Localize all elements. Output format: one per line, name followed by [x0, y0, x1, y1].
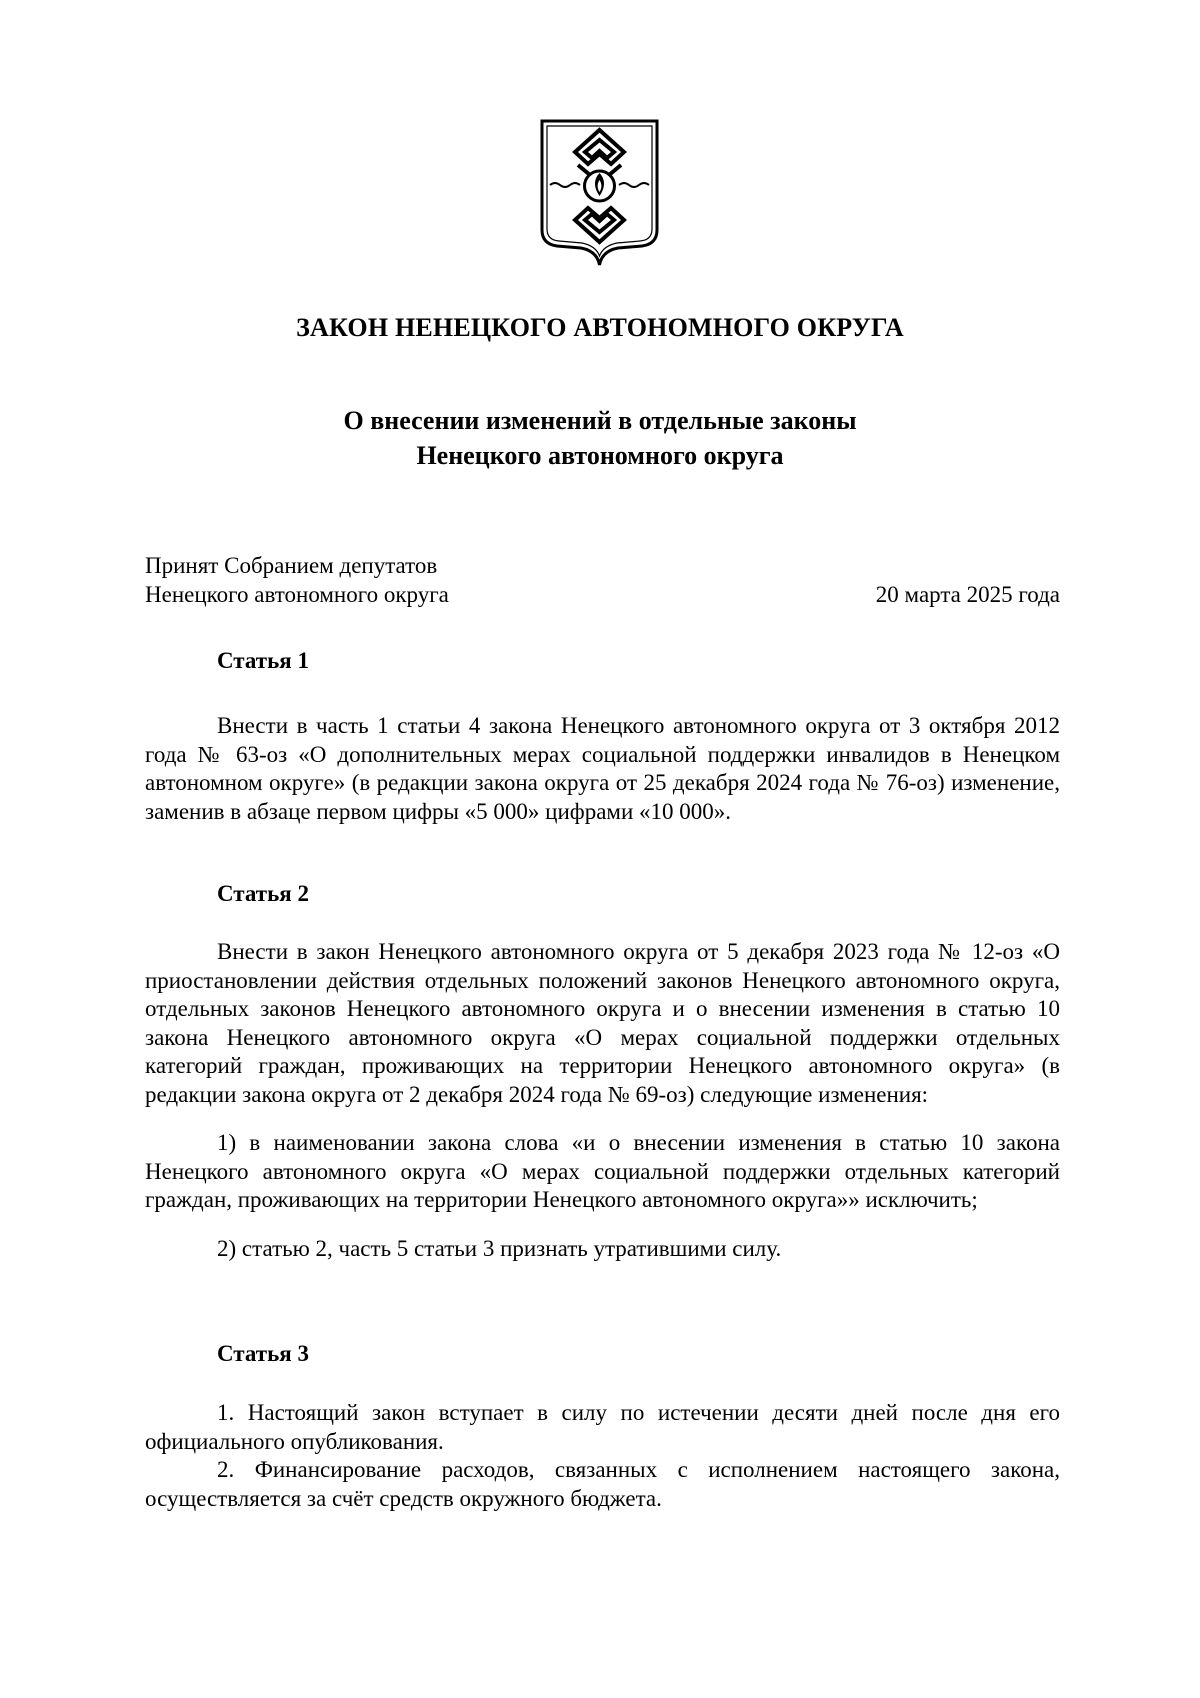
article-2-heading: Статья 2 — [217, 881, 309, 906]
article-3-paragraph-2: 2. Финансирование расходов, связанных с исполнением настоящего закона, осуществляется за счёт средств окружного бюджета. — [145, 1457, 1060, 1511]
adopted-by-line-2: Ненецкого автономного округа — [145, 582, 449, 607]
law-subtitle — [0, 403, 1200, 473]
article-2-paragraph-2: 1) в наименовании закона слова «и о внесении изменения в статью 10 закона Ненецкого автономного округа «О мерах социальной поддержки отдельных категорий граждан, проживающих на территории Ненецкого автономного округа»» исключить; — [145, 1130, 1060, 1212]
article-2-body — [145, 938, 1060, 1263]
article-1-paragraph-1: Внести в часть 1 статьи 4 закона Ненецкого автономного округа от 3 октября 2012 года № 63-оз «О дополнительных мерах социальной поддержки инвалидов в Ненецком автономном округе» (в редакции закона округа от 25 декабря 2024 года № 76-оз) изменение, заменив в абзаце первом цифры «5 000» цифрами «10 000». — [145, 713, 1060, 824]
adoption-block — [145, 551, 1060, 609]
law-subtitle-line-2: Ненецкого автономного округа — [416, 441, 784, 470]
law-title: ЗАКОН НЕНЕЦКОГО АВТОНОМНОГО ОКРУГА — [296, 313, 904, 342]
article-2-paragraph-3: 2) статью 2, часть 5 статьи 3 признать утратившими силу. — [217, 1235, 782, 1261]
article-1-body — [145, 712, 1060, 826]
adopted-by-line-1: Принят Собранием депутатов — [145, 553, 438, 578]
coat-of-arms-emblem — [538, 118, 661, 268]
article-3-body — [145, 1399, 1060, 1513]
article-2-paragraph-1: Внести в закон Ненецкого автономного округа от 5 декабря 2023 года № 12-оз «О приостановлении действия отдельных положений законов Ненецкого автономного округа, отдельных законов Ненецкого автономного округа и о внесении изменения в статью 10 закона Ненецкого автономного округа «О мерах социальной поддержки отдельных категорий граждан, проживающих на территории Ненецкого автономного округа» (в редакции закона округа от 2 декабря 2024 года № 69-оз) следующие изменения: — [145, 939, 1060, 1107]
law-subtitle-line-1: О внесении изменений в отдельные законы — [343, 406, 857, 435]
article-1-heading: Статья 1 — [217, 648, 309, 673]
adoption-date: 20 марта 2025 года — [875, 582, 1060, 607]
article-3-heading: Статья 3 — [217, 1341, 309, 1366]
article-3-paragraph-1: 1. Настоящий закон вступает в силу по истечении десяти дней после дня его официального опубликования. — [145, 1400, 1060, 1454]
